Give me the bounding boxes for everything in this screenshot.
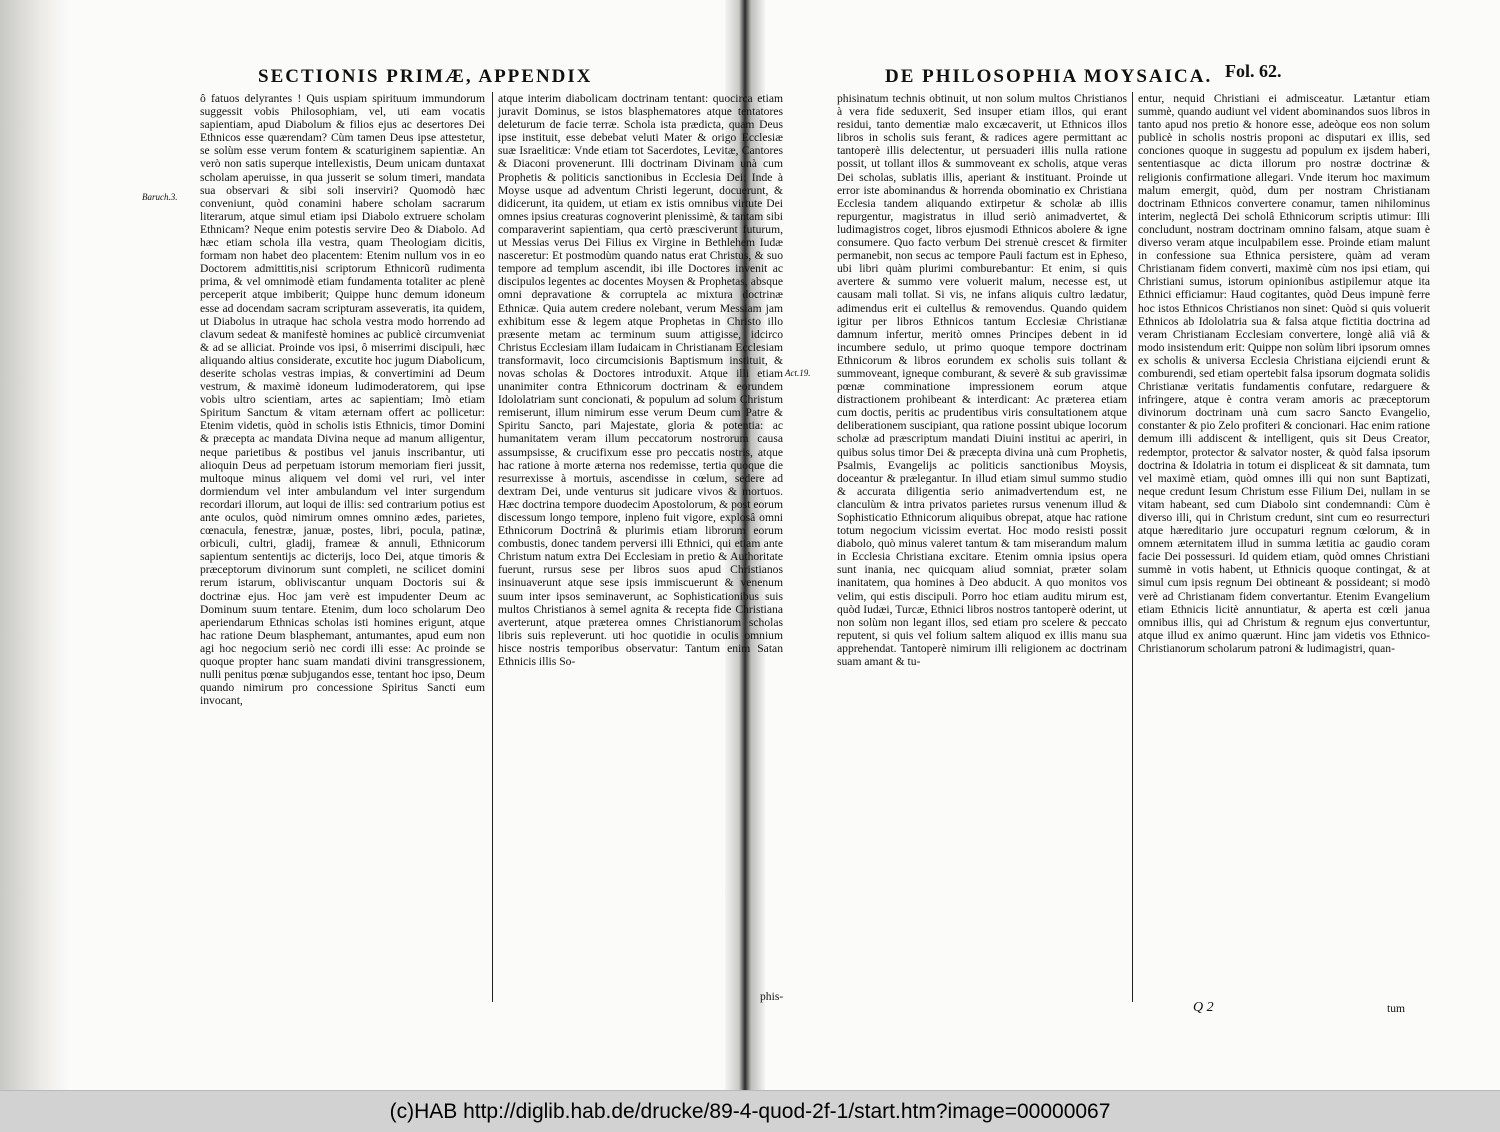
footer-url-text: (c)HAB http://diglib.hab.de/drucke/89-4-quod-2f-1/start.htm?image=00000067 <box>389 1099 1111 1123</box>
left-catchword: phis- <box>760 990 784 1003</box>
right-column-b-text: entur, nequid Christiani ei admisceatur. Lætantur etiam summè, quando audiunt vel vident abominandos suos libros in tanto apud nos pretio & honore esse, adeòque eos non solum publicè in scholis nostris proponi ac disputari ex illis, sed conciones quoque in suggestu ad populum ex ijsdem haberi, sententiasque ac dicta illorum pro nostræ doctrinæ & religionis confirmatione allegari. Vnde iterum hoc maximum malum emergit, quòd, dum per nostram Christianam doctrinam Ethnicos convertere conamur, tamen nihilominus interim, neglectâ Dei scholâ Ethnicorum scriptis utimur: Illi concludunt, nostram doctrinam omnino falsam, atque suam è diverso veram atque inculpabilem esse. Proinde etiam malunt in confessione sua Ethnica persistere, quàm ad veram Christianam fidem converti, maximè cùm nos ipsi etiam, qui Christiani sumus, istorum opinionibus astipilemur atque ita Ethnici efficiamur: Haud cogitantes, quòd Deus impunè ferre hoc istos Ethnicos Christianos non sinet: Quòd si quis voluerit Ethnicos ab Idololatria sua & falsa atque fictitia doctrina ad veram Christianam Ecclesiam convertere, longè aliâ viâ & modo insistendum erit: Quippe non solùm libri ipsorum omnes ex scholis & universa Ecclesia Christiana eijciendi erunt & comburendi, sed etiam opertebit falsa ipsorum dogmata solidis Christianæ veritatis fundamentis confutare, redarguere & infringere, atque è contra veram amoris ac præceptorum divinorum doctrinam unà cum sacro Sancto Evangelio, constanter & pio Zelo profiteri & concionari. Hac enim ratione demum illi addiscent & intelligent, quis sit Deus Creator, redemptor, protector & salvator noster, & quòd falsa ipsorum doctrina & Idolatria in totum ei displiceat & sit damnata, tum vel maximè etiam, quòd omnes illi qui non sunt Baptizati, neque credunt Iesum Christum esse Filium Dei, nullam in se vitam habeant, sed cum Diabolo sint condemnandi: Cùm è diverso illi, qui in Christum credunt, sint cum eo resurrecturi atque hæreditario jure occupaturi regnum cœlorum, & in omnem æternitatem illud in summa lætitia ac gaudio coram facie Dei possessuri. Id quidem etiam, quòd omnes Christiani summè in votis habent, ut Ethnicis quoque contingat, & at simul cum ipsis regnum Dei obtineant & possideant; si modò verè ad Christianam fidem convertantur. Etenim Evangelium etiam Ethnicis licitè annuntiatur, & aperta est cœli janua omnibus illis, qui ad Christum & regnum ejus convertuntur, atque illud ex animo quærunt. Hinc jam videtis vos Ethnico-Christianorum scholarum patroni & ludimagistri, quan- <box>1138 92 1430 655</box>
right-column-b <box>1138 92 1430 655</box>
signature-mark: Q 2 <box>1193 1000 1214 1015</box>
right-page <box>775 0 1500 1090</box>
column-rule <box>492 92 493 1002</box>
right-running-head: DE PHILOSOPHIA MOYSAICA. <box>885 66 1213 87</box>
left-page <box>70 0 784 1090</box>
left-column-b-text: atque interim diabolicam doctrinam tentant: quocirca etiam juravit Dominus, se istos blasphematores atque tentatores deleturum de facie terræ. Schola ista prædicta, quam Deus ipse instituit, esse debebat veluti Mater & origo Ecclesiæ suæ Israeliticæ: Vnde etiam tot Sacerdotes, Levitæ, Cantores & Diaconi provenerunt. Illi doctrinam Divinam unà cum Prophetis & politicis sanctionibus in Ecclesia Dei: Inde à Moyse usque ad adventum Christi legerunt, docuerunt, & didicerunt, ita quidem, ut etiam ex istis omnibus virtute Dei omnes ipsius creaturas cognoverint plenissimè, & tantam sibi comparaverint sapientiam, qua certò præsciverunt futurum, ut Messias verus Dei Filius ex Virgine in Bethlehem Iudæ nasceretur: Et postmodùm quando natus erat Christus, & suo tempore ad templum ascendit, ibi ille Doctores invenit ac discipulos legentes ac docentes Moysen & Prophetas, absque omni depravatione & corruptela ac mixtura doctrinæ Ethnicæ. Quia autem credere nolebant, verum Messiam jam exhibitum esse & legem atque Prophetas in Christo illo præsente metam ac terminum suum attigisse, idcirco Christus Ecclesiam illam Iudaicam in Christianam Ecclesiam transformavit, loco circumcisionis Baptismum instituit, & novas scholas & Doctores introduxit. Atque illi etiam unanimiter contra Ethnicorum doctrinam & eorundem Idololatriam sunt concionati, & populum ad solum Christum remiserunt, illum nimirum esse verum Deum cum Patre & Spiritu Sancto, pari Majestate, gloria & potentia: ac humanitatem veram illum peccatorum nostrorum causa assumpsisse, & crucifixum esse pro peccatis nostris, atque hac ratione à morte æterna nos redemisse, tertia quoque die resurrexisse à mortuis, ascendisse in cœlum, sedere ad dextram Dei, unde venturus sit judicare vivos & mortuos. Hæc doctrina tempore duodecim Apostolorum, & post eorum discessum longo tempore, inpleno fuit vigore, explosâ omni Ethnicorum Doctrinâ & plurimis etiam librorum eorum combustis, donec tandem perversi illi Ethnici, qui etiam ante Christum natum extra Dei Ecclesiam in pretio & Authoritate fuerunt, rursus sese per libros suos apud Christianos insinuaverunt atque sese ipsis immiscuerunt & venenum suum inter ipsos seminaverunt, ac Sophisticationibus suis multos Christianos à semel agnita & recepta fide Christiana averterunt, atque præterea omnes Christianorum scholas libris suis repleverunt. uti hoc quotidie in oculis omnium hisce nostris temporibus observatur: Tantum enim Satan Ethnicis illis So- <box>498 92 783 669</box>
folio-number: Fol. 62. <box>1225 61 1282 81</box>
left-running-head: SECTIONIS PRIMÆ, APPENDIX <box>258 66 593 87</box>
left-column-a-text: ô fatuos delyrantes ! Quis uspiam spirituum immundorum suggessit vobis Philosophiam, vel, uti eam vocatis sapientiam, apud Diabolum & filios ejus ac desertores Dei Ethnicos esse quærendam? Cùm tamen Deus ipse attestetur, se solùm esse verum fontem & scaturiginem sapientiæ. An verò non satis superque intellexistis, Deum unicam duntaxat scholam aperuisse, in qua jusserit se solum timeri, mandata sua observari & sibi soli inserviri? Quomodò hæc conveniunt, quòd conamini habere scholam sacrarum literarum, atque simul etiam ipsi Diabolo extruere scholam Ethnicam? Neque enim potestis servire Deo & Diabolo. Ad hæc etiam schola illa vestra, quam Theologiam dicitis, formam non habet deo placentem: Etenim nullum vos in eo Doctorem admittitis,nisi scriptorum Ethnicorũ rudimenta prima, & vel omnimodè etiam fundamenta totaliter ac plenè perceperit atque imbiberit; Quippe hunc demum idoneum esse ad docendam sacram scripturam asseveratis, ita quidem, ut Diabolus in utraque hac schola vestra modo horrendo ad clavum sedeat & manifestè homines ac publicè circumveniat & ad se alliciat. Proinde vos ipsi, ô miserrimi discipuli, hæc aliquando altius considerate, excutite hoc jugum Diabolicum, deserite scholas vestras impias, & convertimini ad Deum vestrum, & maximè idoneum ludimoderatorem, qui ipse vobis ultro scientiam, artes ac sapientiam; Imò etiam Spiritum Sanctum & vitam æternam offert ac pollicetur: Etenim videtis, quòd in scholis istis Ethnicis, timor Domini & præcepta ac mandata Divina neque ad manum alligentur, neque parietibus & postibus vel januis inscribantur, uti alioquin Deus ad perpetuam istorum memoriam fieri jussit, multoque minus aliquem vel domi vel ruri, vel inter dormiendum vel inter ambulandum vel inter surgendum recordari illorum, aut loqui de illis: sed contrarium potius est ante oculos, quòd nimirum omnes omnino ædes, parietes, cœnacula, fenestræ, januæ, postes, libri, pocula, patinæ, orbiculi, cultri, gladij, frameæ & annuli, Ethnicorum sapientum sententijs ac dicterijs, loco Dei, atque timoris & præceptorum divinorum sunt completi, ne scilicet domini rerum istarum, obliviscantur unquam Doctoris sui & doctrinæ ejus. Hoc jam verè est impudenter Deum ac Dominum suum tentare. Etenim, dum loco scholarum Deo aperiendarum Ethnicas scholas isti homines erigunt, atque hac ratione Deum blasphemant, antumantes, apud eum non agi hoc negocium seriò nec cordi illi esse: Ac proinde se quoque propter hanc suam mandati divini transgressionem, nulli penitus pœnæ subjugandos esse, tentant hoc ipso, Deum quando nimirum pro concessione Spiritus Sancti eum invocant, <box>200 92 485 708</box>
right-catchword: tum <box>1387 1002 1406 1015</box>
left-column-b <box>498 92 783 668</box>
left-column-a <box>200 92 485 707</box>
margin-note-baruch: Baruch.3. <box>142 192 178 202</box>
margin-note-acts: Act.19. <box>785 368 811 378</box>
page-edge-shadow <box>0 0 70 1090</box>
copyright-footer <box>0 1090 1500 1132</box>
right-column-a-text: phisinatum technis obtinuit, ut non solum multos Christianos à vera fide seduxerit, Sed insuper etiam illos, qui erant residui, tanto dementiæ malo excæcaverit, ut Ethnicos illos libros in scholis suis ferant, & radices agere permittant ac tantoperè illis delectentur, ut persuaderi illis nulla ratione possit, ut tollant illos & summoveant ex scholis, atque veras Dei scholas, sublatis illis, aperiant & instituant. Proinde ut error iste abominandus & horrenda obominatio ex Christiana Ecclesia tandem aliquando extirpetur & scholæ ab illis repurgentur, magistratus in illud seriò animadvertet, & ludimagistros coget, libros ejusmodi Ethnicos abolere & igne consumere. Quo facto verbum Dei strenuè crescet & firmiter permanebit, non secus ac tempore Pauli factum est in Epheso, ubi libri quàm plurimi comburebantur: Et enim, si quis avertere & summo vere voluerit malum, necesse est, ut causam mali tollat. Si vis, ne infans aliquis cultro lædatur, adimendus erit ei cultellus & removendus. Quando quidem igitur per libros Ethnicos tantum Ecclesiæ Christianæ damnum infertur, meritò omnes Principes debent in id incumbere sedulo, ut primo quoque tempore doctrinam Ethnicorum & libros eorundem ex scholis suis tollant & summoveant, igneque comburant, & severè & sub gravissimæ pœnæ comminatione impressionem eorum atque distractionem prohibeant & interdicant: Ac præterea etiam cum doctis, peritis ac prudentibus viris consultationem atque deliberationem suscipiant, qua ratione possint ubique locorum scholæ ad præscriptum mandati Diuini institui ac aperiri, in quibus solus timor Dei & præcepta divina unà cum Prophetis, Psalmis, Evangelijs ac politicis sanctionibus Moysis, doceantur & prælegantur. In illud etiam simul summo studio & accurata diligentia serio animadvertendum est, ne clanculùm & intra privatos parietes rursus venenum illud & Sophisticatio Ethnicorum aliquibus obrepat, atque hac ratione totum negocium vicissim evertat. Hoc modo resisti possit diabolo, quò minus valeret tantum & tam miserandum malum in Ecclesia Christiana excitare. Etenim omnia ipsius opera sunt inania, nec quicquam aliud somniat, præter solam inanitatem, qua homines à Deo abducit. A quo monitos vos velim, qui estis discipuli. Porro hoc etiam auditu mirum est, quòd Iudæi, Turcæ, Ethnici libros nostros tantoperè oderint, ut non solùm non legant illos, sed etiam pro scelere & peccato reputent, si quis vel folium saltem aliquod ex illis manu sua apprehendat. Tantoperè nimirum illi religionem ac doctrinam suam amant & tu- <box>837 92 1127 669</box>
right-column-a <box>837 92 1127 668</box>
column-rule <box>1132 92 1133 1002</box>
